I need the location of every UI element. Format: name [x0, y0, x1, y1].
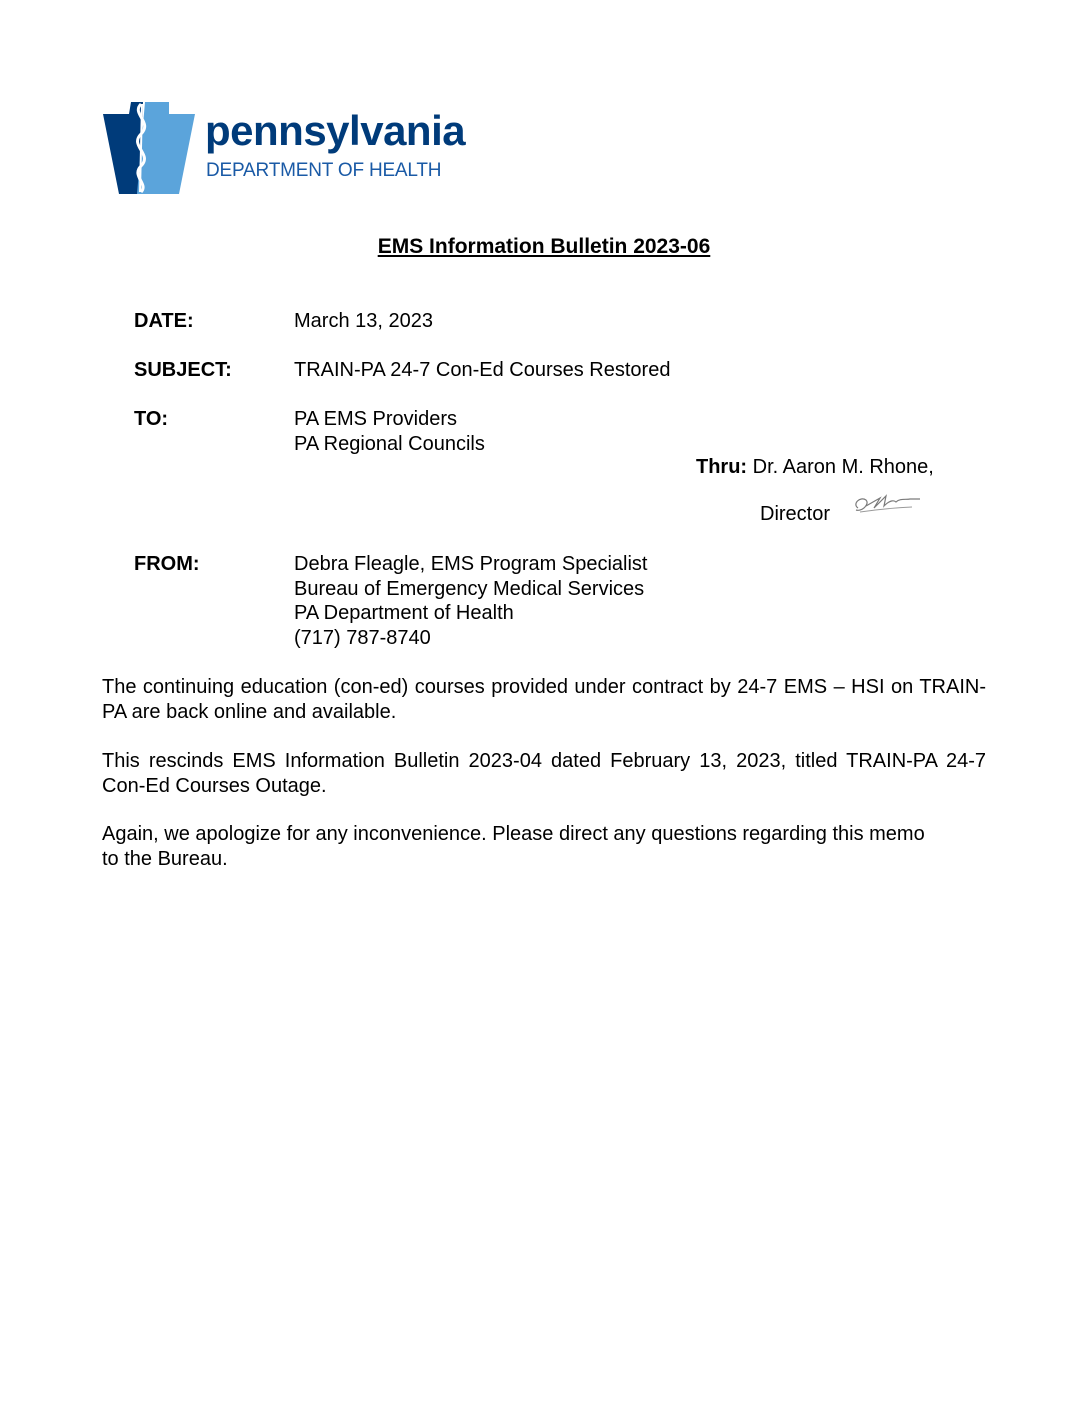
to-line: PA Regional Councils	[294, 432, 485, 455]
logo-wordmark: pennsylvania	[205, 107, 466, 154]
body-paragraph-2: This rescinds EMS Information Bulletin 2023-04 dated February 13, 2023, titled TRAIN-PA 24-7 Con-Ed Courses Outage.	[102, 750, 986, 797]
from-label: FROM:	[134, 553, 200, 575]
subject-label: SUBJECT:	[134, 359, 232, 381]
body-paragraph-1: The continuing education (con-ed) courses provided under contract by 24-7 EMS – HSI on TRAIN-PA are back online and available.	[102, 676, 986, 723]
date-value: March 13, 2023	[294, 310, 433, 332]
signature-icon	[850, 490, 922, 518]
bulletin-title: EMS Information Bulletin 2023-06	[377, 235, 711, 258]
keystone-caduceus-icon	[101, 100, 197, 194]
from-line: Bureau of Emergency Medical Services	[294, 577, 645, 600]
thru-name: Dr. Aaron M. Rhone,	[752, 456, 934, 478]
thru-title: Director	[760, 503, 831, 525]
date-label: DATE:	[134, 310, 194, 332]
body-paragraph-3: Again, we apologize for any inconvenience. Please direct any questions regarding this memo to the Bureau.	[102, 823, 925, 870]
to-recipients	[294, 407, 485, 456]
to-line: PA EMS Providers	[294, 408, 458, 430]
subject-value: TRAIN-PA 24-7 Con-Ed Courses Restored	[294, 359, 671, 381]
from-line: Debra Fleagle, EMS Program Specialist	[294, 553, 648, 575]
thru-line	[696, 456, 934, 479]
from-line: PA Department of Health	[294, 602, 514, 624]
from-details	[294, 552, 647, 650]
thru-label: Thru:	[696, 456, 748, 478]
pa-doh-logo	[101, 100, 481, 194]
logo-subtitle: DEPARTMENT OF HEALTH	[206, 160, 442, 181]
to-label: TO:	[134, 408, 169, 430]
from-line: (717) 787-8740	[294, 626, 431, 649]
